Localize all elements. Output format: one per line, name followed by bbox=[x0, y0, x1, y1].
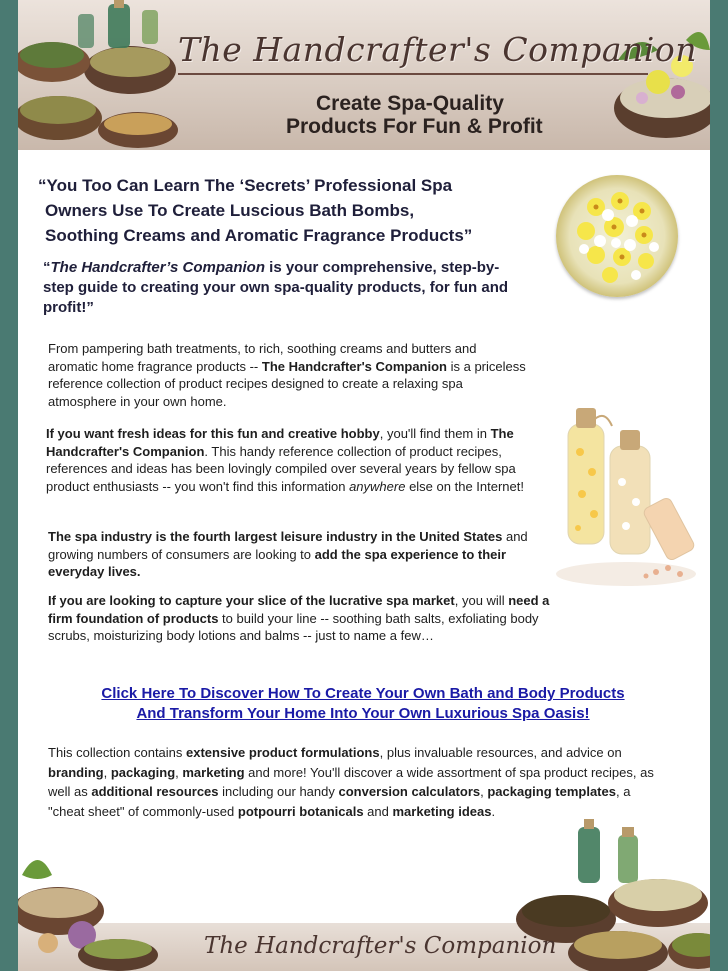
p5-h: marketing bbox=[182, 764, 245, 780]
bath-salt-jars-image bbox=[546, 402, 706, 588]
headline-line2: Owners Use To Create Luscious Bath Bombs, bbox=[45, 201, 415, 220]
banner-tagline-line2: Products For Fun & Profit bbox=[286, 115, 543, 138]
p5-i: and more! You'll discover a wide assortment of spa product recipes, as well as bbox=[48, 764, 654, 799]
p5-k: including our handy bbox=[218, 784, 339, 799]
footer-banner bbox=[18, 815, 710, 971]
subhead-text: is your comprehensive, step-by-step guide to creating your own spa-quality products, for fun and profit!” bbox=[43, 259, 509, 316]
subheadline bbox=[43, 258, 513, 318]
p2-text-d: . This handy reference collection of product recipes, references and ideas has been lovingly compiled over several years by fellow spa product enthusiasts -- you won't find this information bbox=[46, 443, 516, 494]
p4-text-b: , you will bbox=[454, 593, 509, 608]
cta-line1[interactable]: Click Here To Discover How To Create Your Own Bath and Body Products bbox=[101, 685, 625, 702]
page bbox=[18, 0, 710, 971]
cta-line2[interactable]: And Transform Your Home Into Your Own Luxurious Spa Oasis! bbox=[136, 705, 590, 722]
p1-text-c: is a priceless reference collection of product recipes designed to create a relaxing spa atmosphere in your own home. bbox=[48, 358, 526, 409]
p5-e: , bbox=[103, 764, 111, 780]
p5-o: , a "cheat sheet" of commonly-used bbox=[48, 784, 631, 819]
p2-text-f: else on the Internet! bbox=[405, 478, 524, 494]
p4-text-c: need a firm foundation of products bbox=[48, 593, 550, 626]
p3-lead: The spa industry is the fourth largest leisure industry in the United States bbox=[48, 529, 503, 544]
subhead-product-name: The Handcrafter’s Companion bbox=[50, 259, 265, 276]
p2-lead: If you want fresh ideas for this fun and creative hobby bbox=[46, 426, 380, 441]
spa-market-paragraph bbox=[48, 592, 558, 645]
p3-text-c: add the spa experience to their everyday lives. bbox=[48, 546, 507, 579]
headline-line1: “You Too Can Learn The ‘Secrets’ Professional Spa bbox=[38, 176, 453, 195]
p2-text-b: , you'll find them in bbox=[379, 426, 491, 441]
flower-bowl-image bbox=[556, 175, 678, 297]
p2-product-name: The Handcrafter's Companion bbox=[46, 426, 514, 459]
spa-industry-paragraph bbox=[48, 528, 538, 581]
p5-b: extensive product formulations bbox=[186, 745, 380, 760]
p5-f: packaging bbox=[110, 764, 176, 780]
p5-a: This collection contains bbox=[48, 745, 187, 760]
p5-j: additional resources bbox=[91, 784, 219, 799]
fresh-ideas-paragraph bbox=[46, 425, 536, 495]
banner-tagline-line1: Create Spa-Quality bbox=[316, 92, 504, 115]
p5-p: potpourri botanicals bbox=[237, 803, 364, 819]
p2-emphasis: anywhere bbox=[349, 478, 406, 494]
headline bbox=[38, 173, 558, 248]
p5-c: , plus invaluable resources, and advice on bbox=[379, 745, 622, 760]
p5-m: , bbox=[480, 784, 488, 799]
p4-text-d: to build your line -- soothing bath salts, exfoliating body scrubs, moisturizing body lotions and balms -- just to name a few… bbox=[48, 610, 539, 643]
collection-paragraph bbox=[48, 743, 668, 821]
p5-q: and bbox=[363, 803, 393, 819]
footer-title: The Handcrafter's Companion bbox=[204, 933, 557, 959]
banner-title: The Handcrafter's Companion bbox=[178, 30, 697, 69]
headline-line3: Soothing Creams and Aromatic Fragrance Products” bbox=[45, 226, 473, 245]
p5-r: marketing ideas bbox=[392, 803, 492, 819]
p1-product-name: The Handcrafter's Companion bbox=[261, 358, 447, 374]
intro-paragraph bbox=[48, 340, 528, 410]
p5-n: packaging templates bbox=[487, 784, 616, 799]
p5-l: conversion calculators bbox=[338, 784, 481, 799]
p5-g: , bbox=[175, 764, 183, 780]
discover-cta-link[interactable] bbox=[48, 684, 678, 724]
p4-lead: If you are looking to capture your slice of the lucrative spa market bbox=[48, 593, 455, 608]
banner-divider bbox=[178, 73, 648, 75]
header-banner bbox=[18, 0, 710, 150]
p5-s: . bbox=[491, 803, 496, 819]
p3-text-b: and growing numbers of consumers are looking to bbox=[48, 529, 528, 562]
p5-d: branding bbox=[48, 764, 104, 780]
p1-text-a: From pampering bath treatments, to rich, soothing creams and butters and aromatic home fragrance products -- bbox=[48, 341, 477, 374]
subhead-quote: “ bbox=[43, 259, 51, 276]
